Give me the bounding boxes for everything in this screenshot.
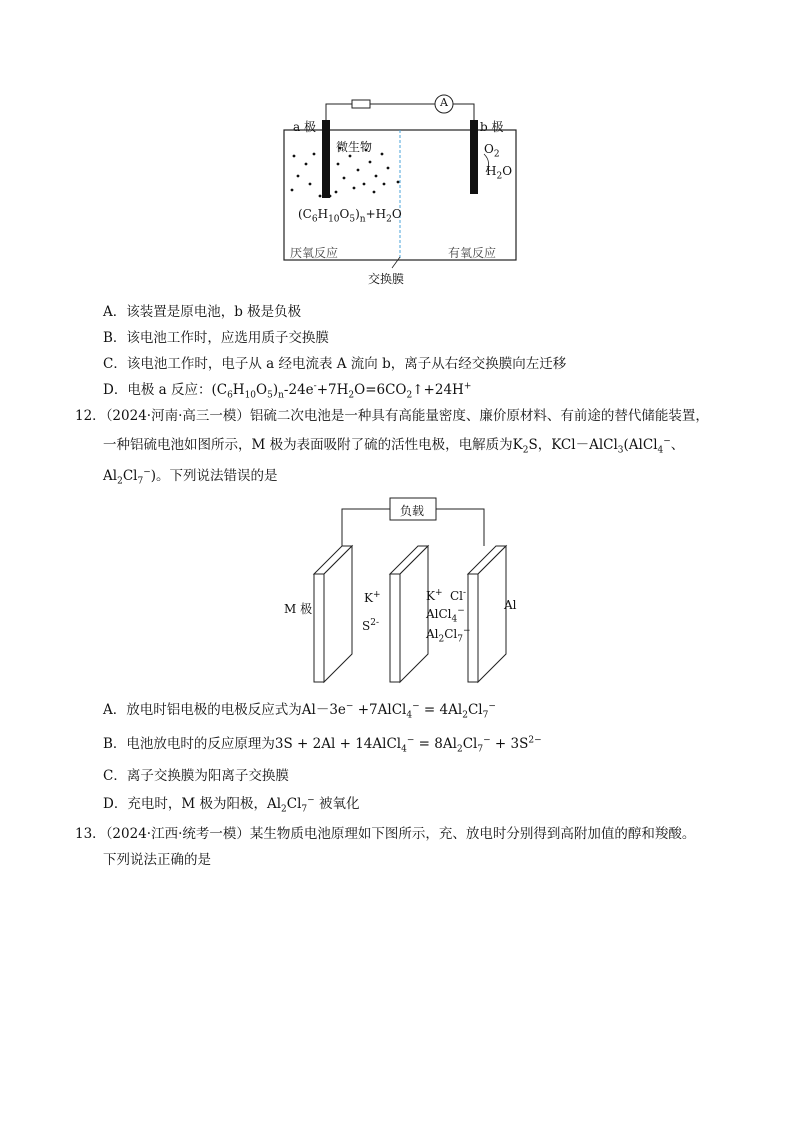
battery-diagram [270,494,520,690]
electrode-a-label: a 极 [293,120,316,134]
substrate-label: $(C_6H_{10}O_5)_n+H_2O$ [298,207,402,225]
h2o-label: $H_2O$ [486,164,513,182]
k-ion-right-label: K+ [426,588,443,603]
q12-option-a: A．放电时铝电极的电极反应式为Al－3e− +7AlCl$_4$− = $4Al_2Cl_7^-$ [103,701,496,721]
q12-stem-line1: 12．（2024·河南·高三一模）铝硫二次电池是一种具有高能量密度、廉价原材料、有前途的替代储能装置， [75,408,709,424]
q12-stem-line2: 一种铝硫电池如图所示，M 极为表面吸附了硫的活性电极，电解质为$K_2S$，KCl－AlCl$_3$(AlCl$_4$−、 [103,436,685,456]
microbes-label: 微生物 [336,140,373,154]
q11-option-b: B．该电池工作时，应选用质子交换膜 [103,330,329,346]
membrane-plate [390,546,428,682]
wire-left [342,509,390,546]
m-electrode-plate [314,546,352,682]
alcl4-ion-label: AlCl$_4$− [426,606,465,625]
membrane-pointer [392,257,400,268]
load-label: 负载 [400,504,425,518]
aerobic-label: 有氧反应 [448,246,497,260]
electrode-b [470,120,478,194]
wire-right [436,509,484,546]
s2-ion-label: $S^{2-}$ [362,618,380,633]
al-electrode-label: Al [504,598,517,612]
figure-al-s-battery [270,494,520,690]
al-electrode-plate [468,546,506,682]
electrode-a [322,120,330,198]
q11-option-c: C．该电池工作时，电子从 a 经电流表 A 流向 b，离子从右经交换膜向左迁移 [103,356,567,372]
cl-ion-label: Cl- [450,588,467,603]
m-electrode-label: M 极 [284,602,313,616]
membrane-label: 交换膜 [368,272,405,286]
wire-left [326,104,435,130]
o2-label: $O_2$ [484,142,500,160]
al2cl7-ion-label: $Al_2Cl_7^-$ [426,626,471,645]
ammeter-label: A [440,96,448,109]
q13-stem-line1: 13．（2024·江西·统考一模）某生物质电池原理如下图所示，充、放电时分别得到高附加值的醇和羧酸。 [75,826,696,842]
figure-microbial-fuel-cell [280,92,520,292]
q12-option-d: D．充电时，M 极为阳极，$Al_2Cl_7^-$ 被氧化 [103,795,360,815]
q11-option-a: A．该装置是原电池，b 极是负极 [103,304,302,320]
q12-option-b: B．电池放电时的反应原理为3S + 2Al + 14AlCl$_4$− = $8Al_2Cl_7^- + 3S^{2-}$ [103,735,542,755]
q12-option-c: C．离子交换膜为阳离子交换膜 [103,768,289,784]
q12-stem-line3: $Al_2Cl_7^-$)。下列说法错误的是 [103,467,278,487]
k-ion-label: K+ [364,590,381,605]
q13-stem-line2: 下列说法正确的是 [103,852,211,868]
resistor-icon [352,100,370,108]
q11-option-d: D．电极 a 反应：$(C_6H_{10}O_5)_n-24e^-+7H_2O=6CO_2↑+24H^+$ [103,381,472,401]
electrode-b-label: b 极 [480,120,504,134]
anaerobic-label: 厌氧反应 [290,246,339,260]
